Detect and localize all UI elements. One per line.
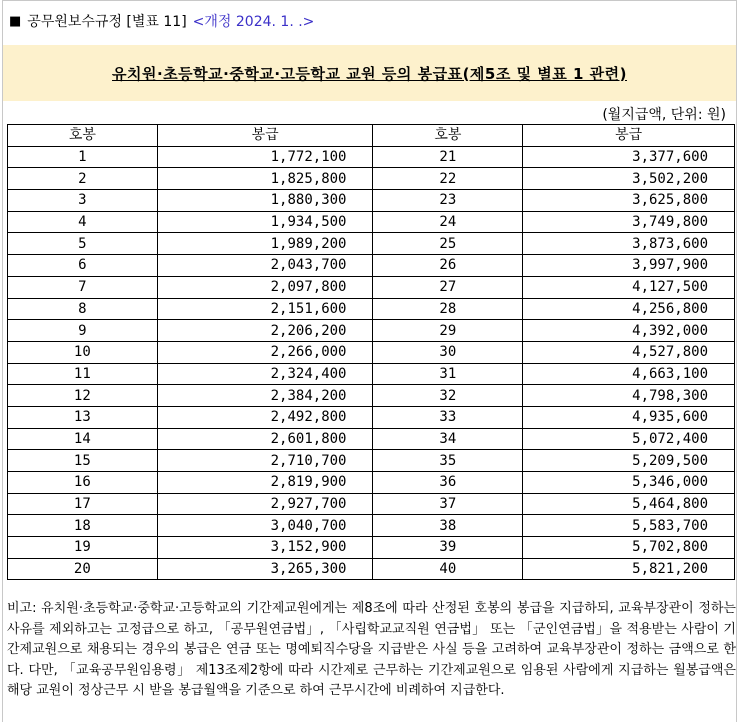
pay-cell: 3,377,600: [523, 146, 735, 168]
table-row: [8, 168, 735, 190]
pay-cell: 5,209,500: [523, 450, 735, 472]
table-row: [8, 341, 735, 363]
header-pay-left: 봉급: [157, 125, 373, 147]
grade-cell: 6: [8, 255, 158, 277]
pay-cell: 5,464,800: [523, 493, 735, 515]
pay-cell: 2,151,600: [157, 298, 373, 320]
table-row: [8, 472, 735, 494]
grade-cell: 26: [373, 255, 523, 277]
pay-cell: 2,492,800: [157, 406, 373, 428]
pay-cell: 4,527,800: [523, 341, 735, 363]
grade-cell: 22: [373, 168, 523, 190]
grade-cell: 9: [8, 320, 158, 342]
grade-cell: 40: [373, 558, 523, 580]
pay-cell: 3,502,200: [523, 168, 735, 190]
pay-cell: 2,097,800: [157, 276, 373, 298]
grade-cell: 25: [373, 233, 523, 255]
grade-cell: 18: [8, 515, 158, 537]
pay-cell: 4,127,500: [523, 276, 735, 298]
pay-cell: 3,040,700: [157, 515, 373, 537]
grade-cell: 34: [373, 428, 523, 450]
grade-cell: 10: [8, 341, 158, 363]
grade-cell: 27: [373, 276, 523, 298]
grade-cell: 31: [373, 363, 523, 385]
grade-cell: 24: [373, 211, 523, 233]
pay-cell: 3,749,800: [523, 211, 735, 233]
grade-cell: 30: [373, 341, 523, 363]
pay-cell: 3,625,800: [523, 190, 735, 212]
table-row: [8, 558, 735, 580]
document-page: [2, 0, 737, 722]
table-row: [8, 363, 735, 385]
pay-cell: 2,819,900: [157, 472, 373, 494]
pay-cell: 1,825,800: [157, 168, 373, 190]
pay-cell: 2,324,400: [157, 363, 373, 385]
table-row: [8, 450, 735, 472]
grade-cell: 21: [373, 146, 523, 168]
grade-cell: 16: [8, 472, 158, 494]
table-row: [8, 255, 735, 277]
page-title: 유치원·초등학교·중학교·고등학교 교원 등의 봉급표(제5조 및 별표 1 관련): [112, 64, 627, 83]
grade-cell: 15: [8, 450, 158, 472]
grade-cell: 4: [8, 211, 158, 233]
table-row: [8, 211, 735, 233]
grade-cell: 5: [8, 233, 158, 255]
grade-cell: 38: [373, 515, 523, 537]
pay-cell: 2,266,000: [157, 341, 373, 363]
pay-cell: 5,072,400: [523, 428, 735, 450]
regulation-header: [3, 1, 736, 41]
grade-cell: 1: [8, 146, 158, 168]
grade-cell: 17: [8, 493, 158, 515]
amendment-link[interactable]: <개정 2024. 1. .>: [192, 14, 315, 30]
pay-cell: 3,265,300: [157, 558, 373, 580]
table-row: [8, 233, 735, 255]
pay-cell: 1,772,100: [157, 146, 373, 168]
salary-table: [7, 124, 735, 580]
pay-cell: 4,392,000: [523, 320, 735, 342]
grade-cell: 7: [8, 276, 158, 298]
grade-cell: 12: [8, 385, 158, 407]
grade-cell: 19: [8, 537, 158, 559]
header-pay-right: 봉급: [523, 125, 735, 147]
pay-cell: 1,934,500: [157, 211, 373, 233]
remarks-note: 비고: 유치원·초등학교·중학교·고등학교의 기간제교원에게는 제8조에 따라 산정된 호봉의 봉급을 지급하되, 교육부장관이 정하는 사유를 제외하고는 고정급으로 하고, 「공무원연금법」, 「사립학교교직원 연금법」 또는 「군인연금법」을 적용받는 사람이 기간제교원으로 채용되는 경우의 봉급은 연금 또는 명예퇴직수당을 지급받은 사실 등을 고려하여 교육부장관이 정하는 금액으로 한다. 다만, 「교육공무원임용령」 제13조제2항에 따라 시간제로 근무하는 기간제교원으로 임용된 사람에게 지급하는 월봉급액은 해당 교원이 정상근무 시 받을 봉급월액을 기준으로 하여 근무시간에 비례하여 지급한다.: [7, 601, 736, 698]
table-row: [8, 190, 735, 212]
grade-cell: 13: [8, 406, 158, 428]
grade-cell: 2: [8, 168, 158, 190]
pay-cell: 3,152,900: [157, 537, 373, 559]
pay-cell: 3,997,900: [523, 255, 735, 277]
table-row: [8, 385, 735, 407]
table-row: [8, 406, 735, 428]
grade-cell: 3: [8, 190, 158, 212]
grade-cell: 37: [373, 493, 523, 515]
pay-cell: 5,346,000: [523, 472, 735, 494]
table-header-row: [8, 125, 735, 147]
table-row: [8, 146, 735, 168]
grade-cell: 35: [373, 450, 523, 472]
table-row: [8, 493, 735, 515]
table-row: [8, 537, 735, 559]
pay-cell: 4,798,300: [523, 385, 735, 407]
pay-cell: 3,873,600: [523, 233, 735, 255]
table-row: [8, 320, 735, 342]
grade-cell: 23: [373, 190, 523, 212]
pay-cell: 2,384,200: [157, 385, 373, 407]
grade-cell: 29: [373, 320, 523, 342]
grade-cell: 33: [373, 406, 523, 428]
pay-cell: 2,710,700: [157, 450, 373, 472]
pay-cell: 1,989,200: [157, 233, 373, 255]
grade-cell: 36: [373, 472, 523, 494]
table-row: [8, 515, 735, 537]
pay-cell: 4,935,600: [523, 406, 735, 428]
square-bullet-icon: ■: [9, 13, 22, 29]
pay-cell: 2,043,700: [157, 255, 373, 277]
grade-cell: 11: [8, 363, 158, 385]
table-row: [8, 428, 735, 450]
grade-cell: 32: [373, 385, 523, 407]
grade-cell: 20: [8, 558, 158, 580]
table-row: [8, 298, 735, 320]
pay-cell: 5,702,800: [523, 537, 735, 559]
pay-cell: 2,927,700: [157, 493, 373, 515]
table-row: [8, 276, 735, 298]
grade-cell: 14: [8, 428, 158, 450]
pay-cell: 5,821,200: [523, 558, 735, 580]
pay-cell: 4,663,100: [523, 363, 735, 385]
grade-cell: 8: [8, 298, 158, 320]
title-band: [3, 45, 736, 101]
header-grade-left: 호봉: [8, 125, 158, 147]
pay-cell: 1,880,300: [157, 190, 373, 212]
grade-cell: 39: [373, 537, 523, 559]
header-grade-right: 호봉: [373, 125, 523, 147]
pay-cell: 2,206,200: [157, 320, 373, 342]
pay-cell: 4,256,800: [523, 298, 735, 320]
grade-cell: 28: [373, 298, 523, 320]
pay-cell: 2,601,800: [157, 428, 373, 450]
pay-cell: 5,583,700: [523, 515, 735, 537]
regulation-label: 공무원보수규정 [별표 11]: [27, 14, 187, 30]
unit-label: (월지급액, 단위: 원): [602, 107, 726, 123]
